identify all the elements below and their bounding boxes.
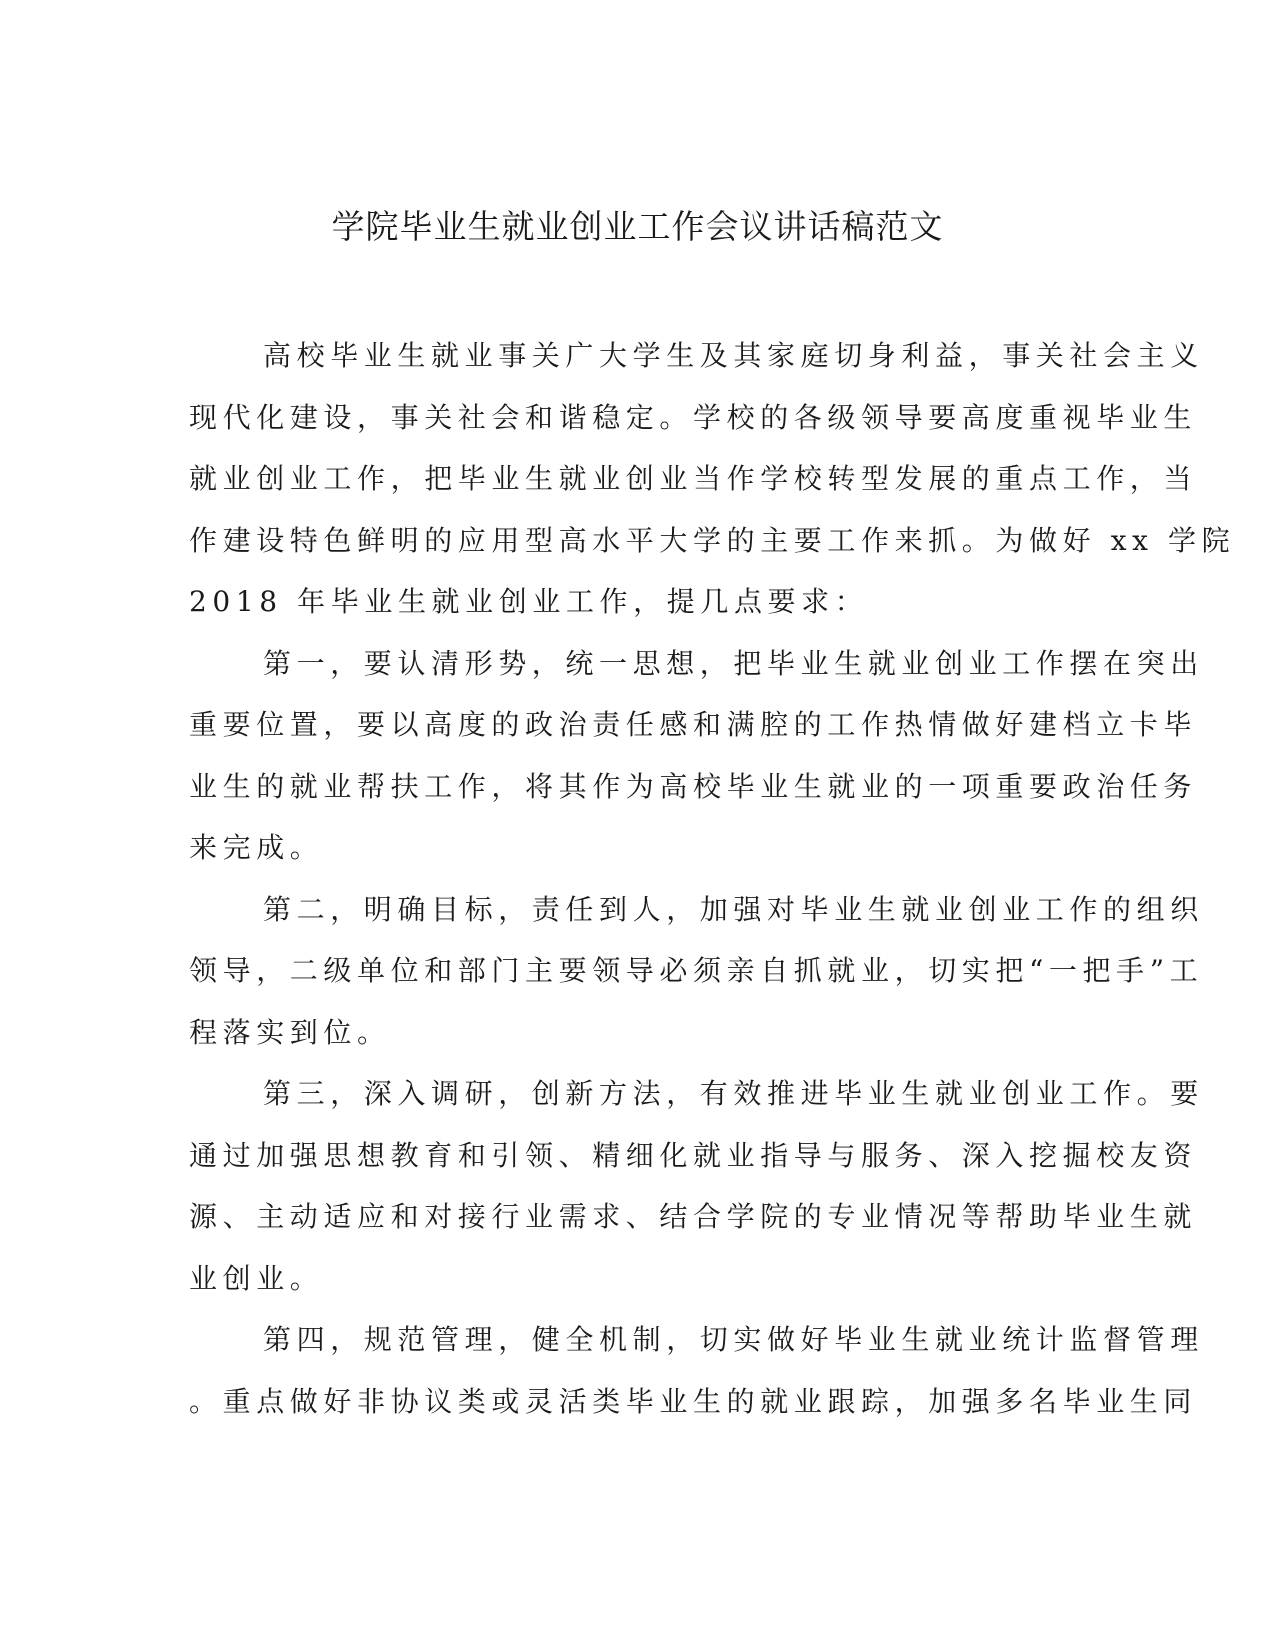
paragraph-1 (189, 325, 1236, 633)
paragraph-line: 第一，要认清形势，统一思想，把毕业生就业创业工作摆在突出 (263, 646, 1204, 680)
paragraph-line: 程落实到位。 (189, 1015, 391, 1049)
paragraph-line: 第二，明确目标，责任到人，加强对毕业生就业创业工作的组织 (263, 892, 1204, 926)
paragraph-3 (189, 879, 1204, 1064)
paragraph-line: 重要位置，要以高度的政治责任感和满腔的工作热情做好建档立卡毕 (189, 708, 1198, 741)
paragraph-line: 第三，深入调研，创新方法，有效推进毕业生就业创业工作。要 (263, 1077, 1204, 1110)
paragraph-line: 第四，规范管理，健全机制，切实做好毕业生就业统计监督管理 (263, 1323, 1204, 1356)
paragraph-line: 现代化建设，事关社会和谐稳定。学校的各级领导要高度重视毕业生 (189, 400, 1198, 434)
paragraph-line: 业生的就业帮扶工作，将其作为高校毕业生就业的一项重要政治任务 (189, 769, 1198, 803)
document-body (189, 325, 1236, 1432)
paragraph-line: 高校毕业生就业事关广大学生及其家庭切身利益，事关社会主义 (263, 339, 1204, 372)
paragraph-line: 通过加强思想教育和引领、精细化就业指导与服务、深入挖掘校友资 (189, 1138, 1198, 1172)
paragraph-2 (189, 633, 1204, 879)
paragraph-line: 源、主动适应和对接行业需求、结合学院的专业情况等帮助毕业生就 (189, 1200, 1198, 1233)
paragraph-line: 。重点做好非协议类或灵活类毕业生的就业跟踪，加强多名毕业生同 (189, 1384, 1198, 1418)
paragraph-4 (189, 1063, 1204, 1309)
paragraph-line: 领导，二级单位和部门主要领导必须亲自抓就业，切实把“一把手”工 (189, 954, 1204, 987)
document-title: 学院毕业生就业创业工作会议讲话稿范文 (331, 207, 944, 246)
paragraph-line: 作建设特色鲜明的应用型高水平大学的主要工作来抓。为做好 xx 学院 (189, 523, 1236, 557)
paragraph-line: 业创业。 (189, 1261, 324, 1295)
paragraph-5 (189, 1309, 1204, 1432)
paragraph-line: 2018 年毕业生就业创业工作，提几点要求： (189, 585, 869, 618)
paragraph-line: 来完成。 (189, 831, 324, 864)
paragraph-line: 就业创业工作，把毕业生就业创业当作学校转型发展的重点工作，当 (189, 462, 1198, 495)
